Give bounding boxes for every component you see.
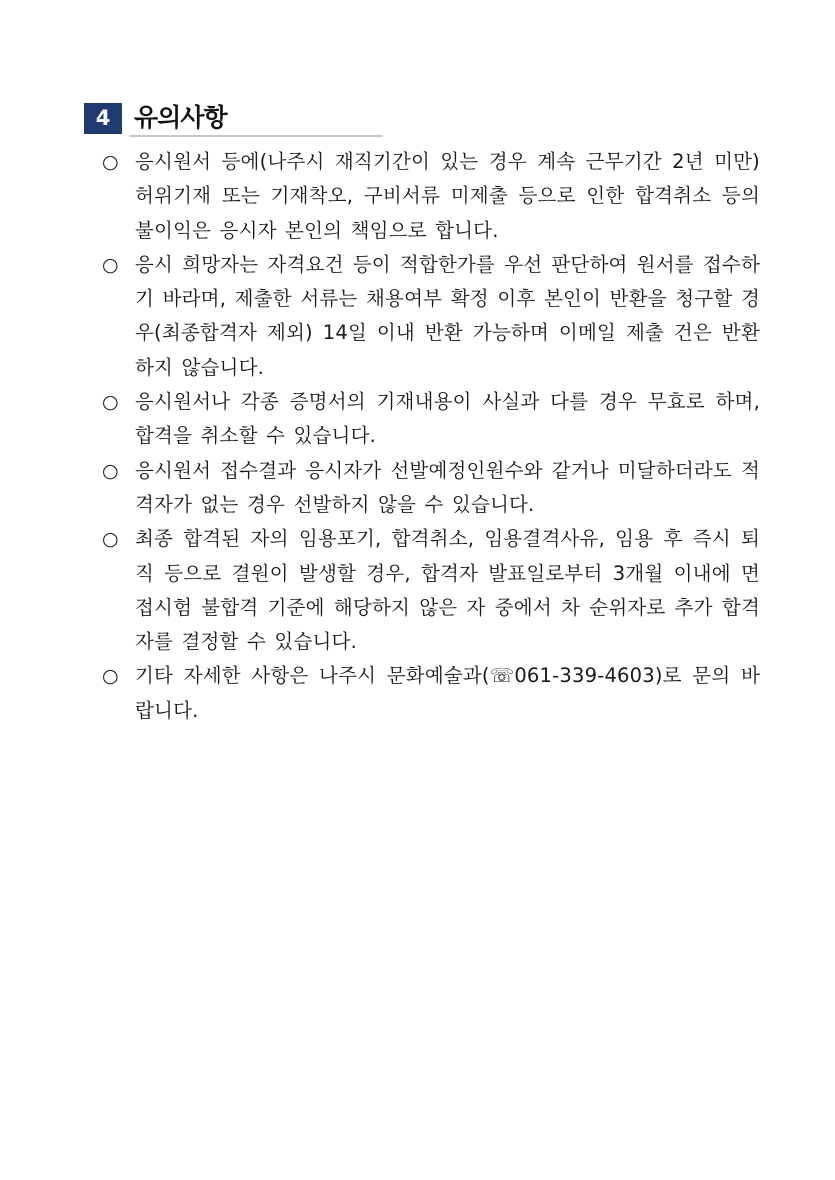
- bullet-circle-icon: ○: [102, 151, 119, 173]
- note-text: 최종 합격된 자의 임용포기, 합격취소, 임용결격사유, 임용 후 즉시 퇴직 등으로 결원이 발생할 경우, 합격자 발표일로부터 3개월 이내에 면접시험 불합격 기준에 해당하지 않은 자 중에서 차 순위자로 추가 합격자를 결정할 수 있습니다.: [135, 527, 760, 654]
- note-text: 기타 자세한 사항은 나주시 문화예술과(☏061-339-4603)로 문의 바랍니다.: [135, 664, 760, 722]
- note-item: [100, 522, 760, 659]
- section-number-badge: 4: [84, 103, 122, 134]
- bullet-circle-icon: ○: [102, 459, 119, 482]
- notes-list: [100, 145, 760, 728]
- bullet-circle-icon: ○: [102, 528, 119, 551]
- section-header: [84, 103, 384, 137]
- note-text: 응시원서 등에(나주시 재직기간이 있는 경우 계속 근무기간 2년 미만) 허위기재 또는 기재착오, 구비서류 미제출 등으로 인한 합격취소 등의 불이익은 응시자 본인의 책임으로 합니다.: [135, 150, 760, 242]
- note-item: [100, 248, 760, 385]
- note-item: [100, 454, 760, 523]
- note-item: [100, 385, 760, 454]
- section-title-underline: [129, 135, 383, 137]
- note-text: 응시원서 접수결과 응시자가 선발예정인원수와 같거나 미달하더라도 적격자가 없는 경우 선발하지 않을 수 있습니다.: [135, 458, 760, 516]
- note-item: [100, 659, 760, 728]
- note-text: 응시 희망자는 자격요건 등이 적합한가를 우선 판단하여 원서를 접수하기 바라며, 제출한 서류는 채용여부 확정 이후 본인이 반환을 청구할 경우(최종합격자 제외) 14일 이내 반환 가능하며 이메일 제출 건은 반환하지 않습니다.: [135, 252, 760, 379]
- bullet-circle-icon: ○: [102, 253, 119, 276]
- section-title: 유의사항: [134, 103, 227, 132]
- note-text: 응시원서나 각종 증명서의 기재내용이 사실과 다를 경우 무효로 하며, 합격을 취소할 수 있습니다.: [135, 390, 760, 448]
- bullet-circle-icon: ○: [102, 665, 119, 688]
- note-item: [100, 145, 760, 248]
- bullet-circle-icon: ○: [102, 391, 119, 414]
